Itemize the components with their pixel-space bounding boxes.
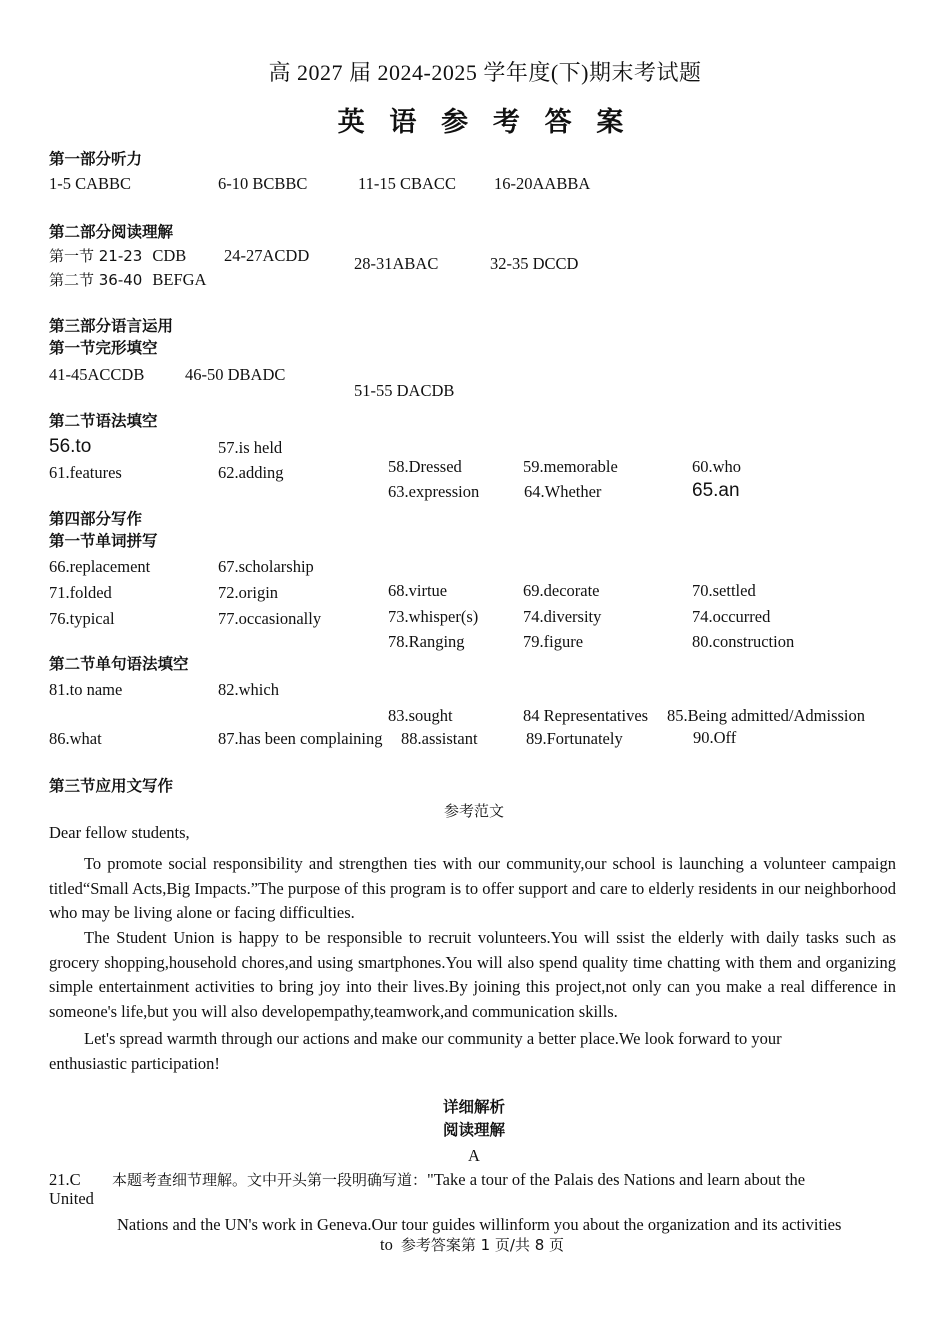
essay-paragraph-3-line2: enthusiastic participation! [49,1054,220,1073]
answer-81: 81.to name [49,680,123,699]
answer-56: 56.to [49,436,92,457]
answer-72: 72.origin [218,583,279,602]
answer-46-50: 46-50 DBADC [185,365,286,384]
answer-67: 67.scholarship [218,557,314,576]
answer-60: 60.who [692,457,742,476]
answer-74: 74.diversity [523,607,602,626]
answer-57: 57.is held [218,438,283,457]
answer-64: 64.Whether [524,482,602,501]
answer-61: 61.features [49,463,122,482]
answer-11-15: 11-15 CBACC [358,174,456,193]
answer-51-55: 51-55 DACDB [354,381,455,400]
page-footer [380,1235,564,1255]
answer-28-31: 28-31ABAC [354,254,439,273]
sentence-grammar-heading: 第二节单句语法填空 [49,655,189,673]
answer-78: 78.Ranging [388,632,465,651]
reading-section2 [49,270,206,290]
answer-80: 80.construction [692,632,795,651]
answer-87: 87.has been complaining [218,729,383,748]
essay-greeting: Dear fellow students, [49,823,190,842]
answer-86: 86.what [49,729,102,748]
part2-heading: 第二部分阅读理解 [49,223,174,241]
answer-63: 63.expression [388,482,480,501]
answer-88: 88.assistant [401,729,478,748]
answer-70: 70.settled [692,581,756,600]
answer-65: 65.an [692,480,740,501]
q21-quote-start: "Take a tour of the Palais des Nations and learn about the [427,1170,806,1189]
answer-82: 82.which [218,680,279,699]
sample-essay-label: 参考范文 [443,802,504,820]
answer-66: 66.replacement [49,557,151,576]
q21-label: 21.C [49,1170,81,1189]
part1-heading: 第一部分听力 [49,150,143,168]
writing-heading: 第三节应用文写作 [49,777,174,795]
part3-heading: 第三部分语言运用 [49,317,174,335]
cloze-heading: 第一节完形填空 [49,339,158,357]
essay-paragraph-2: The Student Union is happy to be responsible to recruit volunteers.You will ssist the elderly with daily tasks such as grocery shopping,household chores,and using smartphones.You will also spend quality time chatting with them and organizing simple entertainment activities to bring joy into their lives.By joining this project,not only can you make a real difference in someone's life,but you will also developempathy,teamwork,and communication skills. [49,928,896,1021]
answer-90: 90.Off [693,728,737,747]
answer-21-23: CDB [152,246,187,265]
answer-59: 59.memorable [523,457,618,476]
reading-section1 [49,246,186,266]
answer-73: 73.whisper(s) [388,607,479,626]
q21-explanation-cn: 本题考查细节理解。文中开头第一段明确写道： [112,1171,428,1189]
answer-58: 58.Dressed [388,457,462,476]
answer-62: 62.adding [218,463,284,482]
answer-6-10: 6-10 BCBBC [218,174,308,193]
answer-24-27: 24-27ACDD [224,246,310,265]
answer-1-5: 1-5 CABBC [49,174,132,193]
analysis-heading: 详细解析 [442,1098,505,1116]
answer-84: 84 Representatives [523,706,649,725]
reading-section2-label: 第二节 36-40 [49,271,143,289]
spelling-heading: 第一节单词拼写 [49,532,158,550]
essay-paragraph-1: To promote social responsibility and strengthen ties with our community,our school is launching a volunteer campaign titled“Small Acts,Big Impacts.”The purpose of this program is to offer support and care to elderly residents in our neighborhood who may be living alone or facing difficulties. [49,854,896,922]
answer-76: 76.typical [49,609,115,628]
answer-75: 74.occurred [692,607,771,626]
answer-16-20: 16-20AABBA [494,174,591,193]
q21-explanation [112,1170,805,1190]
answer-83: 83.sought [388,706,453,725]
answer-85: 85.Being admitted/Admission [667,706,865,725]
answer-69: 69.decorate [523,581,600,600]
page-number: 参考答案第 1 页/共 8 页 [400,1236,565,1254]
reading-analysis-heading: 阅读理解 [442,1121,505,1139]
answer-36-40: BEFGA [152,270,207,289]
answer-41-45: 41-45ACCDB [49,365,145,384]
exam-title: 高 2027 届 2024-2025 学年度(下)期末考试题 [268,60,702,85]
answer-79: 79.figure [523,632,584,651]
answer-77: 77.occasionally [218,609,322,628]
answer-71: 71.folded [49,583,112,602]
document-title: 英 语 参 考 答 案 [337,107,633,137]
part4-heading: 第四部分写作 [49,510,143,528]
q21-line2: Nations and the UN's work in Geneva.Our tour guides willinform you about the organization and its activities [117,1215,842,1234]
footer-prefix: to [380,1235,393,1254]
q21-continuation: United [49,1189,94,1208]
passage-letter: A [468,1146,480,1165]
answer-68: 68.virtue [388,581,448,600]
essay-paragraph-3-line1: Let's spread warmth through our actions and make our community a better place.We look forward to your [84,1029,782,1048]
grammar-heading: 第二节语法填空 [49,412,158,430]
answer-89: 89.Fortunately [526,729,623,748]
reading-section1-label: 第一节 21-23 [49,247,143,265]
answer-32-35: 32-35 DCCD [490,254,579,273]
